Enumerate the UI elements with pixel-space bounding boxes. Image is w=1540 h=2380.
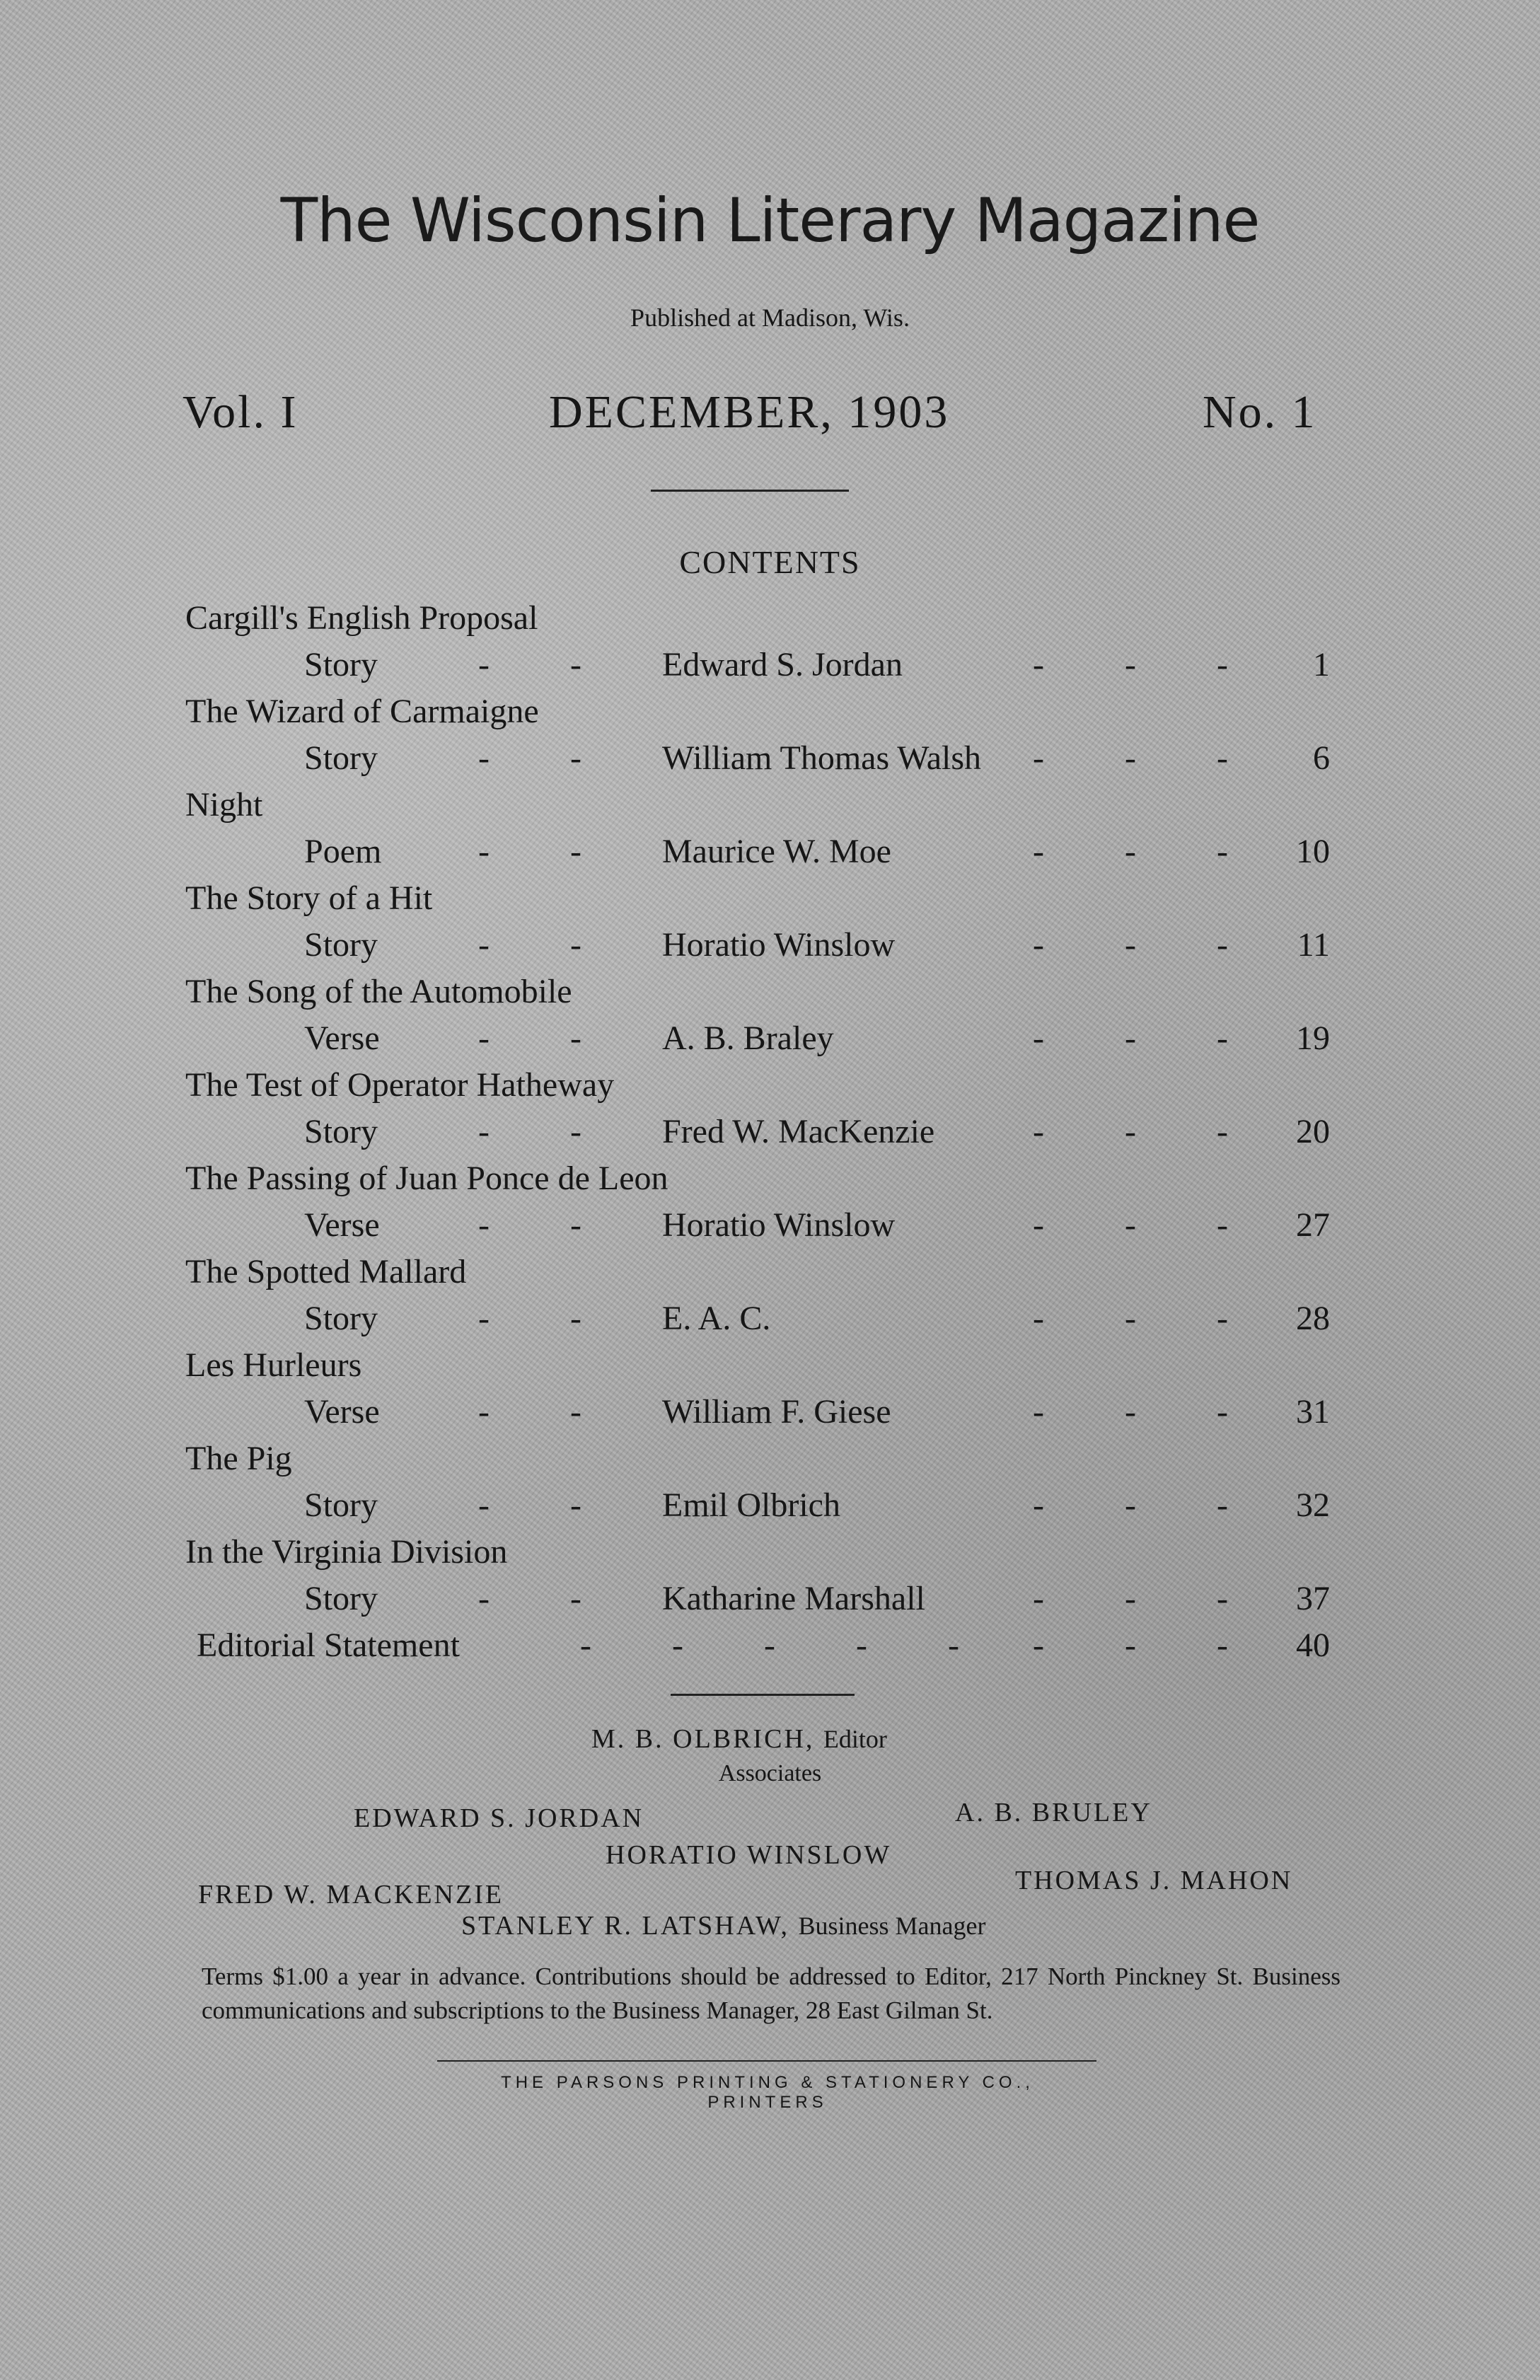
leader-dash: - xyxy=(570,1206,581,1244)
leader-dash: - xyxy=(1125,1580,1136,1617)
business-manager: STANLEY R. LATSHAW, Business Manager xyxy=(461,1911,986,1941)
toc-entry-title: Les Hurleurs xyxy=(185,1346,362,1384)
toc-entry-title: Editorial Statement xyxy=(197,1627,460,1664)
leader-dash: - xyxy=(570,926,581,964)
toc-entry-title: The Song of the Automobile xyxy=(185,973,572,1010)
toc-entry-page: 27 xyxy=(1296,1206,1330,1244)
toc-entry-page: 40 xyxy=(1296,1627,1330,1664)
published-line: Published at Madison, Wis. xyxy=(630,304,910,332)
leader-dash: - xyxy=(1033,1206,1044,1244)
leader-dash: - xyxy=(478,926,490,964)
leader-dash: - xyxy=(1125,1393,1136,1431)
leader-dash: - xyxy=(478,833,490,870)
issue-date: DECEMBER, 1903 xyxy=(549,386,950,438)
leader-dash: - xyxy=(1217,1486,1228,1524)
leader-dash: - xyxy=(478,1019,490,1057)
toc-entry-author: Fred W. MacKenzie xyxy=(662,1113,935,1150)
leader-dash: - xyxy=(1033,833,1044,870)
toc-entry-genre: Story xyxy=(304,926,378,964)
toc-entry-page: 11 xyxy=(1297,926,1330,964)
leader-dash: - xyxy=(856,1627,867,1664)
leader-dash: - xyxy=(1217,926,1228,964)
leader-dash: - xyxy=(1033,926,1044,964)
toc-entry-author: E. A. C. xyxy=(662,1300,771,1337)
toc-entry-title: Cargill's English Proposal xyxy=(185,599,538,637)
toc-entry-genre: Story xyxy=(304,646,378,683)
toc-entry-title: The Spotted Mallard xyxy=(185,1253,467,1290)
toc-entry-page: 1 xyxy=(1313,646,1330,683)
toc-entry-author: Emil Olbrich xyxy=(662,1486,840,1524)
leader-dash: - xyxy=(1217,1113,1228,1150)
leader-dash: - xyxy=(1125,1627,1136,1664)
toc-entry-title: The Wizard of Carmaigne xyxy=(185,693,539,730)
toc-entry-genre: Story xyxy=(304,1113,378,1150)
leader-dash: - xyxy=(1217,646,1228,683)
leader-dash: - xyxy=(1125,1206,1136,1244)
issue-number: No. 1 xyxy=(1203,386,1317,438)
leader-dash: - xyxy=(570,1486,581,1524)
leader-dash: - xyxy=(478,646,490,683)
divider-middle xyxy=(671,1694,855,1696)
leader-dash: - xyxy=(1125,1486,1136,1524)
toc-entry-title: The Test of Operator Hatheway xyxy=(185,1066,615,1104)
leader-dash: - xyxy=(1125,646,1136,683)
leader-dash: - xyxy=(570,1580,581,1617)
toc-entry-page: 20 xyxy=(1296,1113,1330,1150)
leader-dash: - xyxy=(1033,1486,1044,1524)
leader-dash: - xyxy=(1033,1019,1044,1057)
leader-dash: - xyxy=(570,646,581,683)
leader-dash: - xyxy=(1217,1393,1228,1431)
toc-entry-genre: Story xyxy=(304,1486,378,1524)
toc-entry-genre: Story xyxy=(304,739,378,777)
toc-entry-author: Edward S. Jordan xyxy=(662,646,903,683)
leader-dash: - xyxy=(570,739,581,777)
leader-dash: - xyxy=(1033,1627,1044,1664)
leader-dash: - xyxy=(478,1580,490,1617)
toc-entry-author: William F. Giese xyxy=(662,1393,891,1431)
leader-dash: - xyxy=(1033,1113,1044,1150)
toc-entry-author: Maurice W. Moe xyxy=(662,833,891,870)
toc-entry-genre: Poem xyxy=(304,833,382,870)
subscription-terms: Terms $1.00 a year in advance. Contributions should be addressed to Editor, 217 North Pinckney St. Business communications and subscriptions to the Business Manager, 28 East Gilman St. xyxy=(202,1963,1341,2024)
leader-dash: - xyxy=(1125,833,1136,870)
editor-name: M. B. OLBRICH, Editor xyxy=(591,1724,887,1754)
leader-dash: - xyxy=(478,1300,490,1337)
associate-name: HORATIO WINSLOW xyxy=(606,1840,892,1870)
toc-entry-title: Night xyxy=(185,786,263,824)
magazine-title: The Wisconsin Literary Magazine xyxy=(280,185,1260,256)
leader-dash: - xyxy=(1125,926,1136,964)
leader-dash: - xyxy=(1033,739,1044,777)
leader-dash: - xyxy=(478,1113,490,1150)
leader-dash: - xyxy=(1217,1019,1228,1057)
toc-entry-title: The Passing of Juan Ponce de Leon xyxy=(185,1160,668,1197)
volume-label: Vol. I xyxy=(183,386,299,438)
leader-dash: - xyxy=(478,739,490,777)
leader-dash: - xyxy=(1033,1580,1044,1617)
leader-dash: - xyxy=(580,1627,591,1664)
associate-name: EDWARD S. JORDAN xyxy=(354,1803,644,1833)
toc-entry-title: In the Virginia Division xyxy=(185,1533,508,1571)
toc-entry-page: 6 xyxy=(1313,739,1330,777)
leader-dash: - xyxy=(1217,1206,1228,1244)
leader-dash: - xyxy=(1033,646,1044,683)
leader-dash: - xyxy=(1033,1393,1044,1431)
leader-dash: - xyxy=(1125,739,1136,777)
leader-dash: - xyxy=(1217,1300,1228,1337)
leader-dash: - xyxy=(478,1393,490,1431)
toc-entry-genre: Verse xyxy=(304,1206,380,1244)
associates-label: Associates xyxy=(718,1760,822,1786)
leader-dash: - xyxy=(1217,1627,1228,1664)
leader-dash: - xyxy=(478,1486,490,1524)
leader-dash: - xyxy=(672,1627,683,1664)
printer-credit: THE PARSONS PRINTING & STATIONERY CO., PRINTERS xyxy=(501,2073,1034,2112)
leader-dash: - xyxy=(570,1113,581,1150)
leader-dash: - xyxy=(1125,1300,1136,1337)
toc-entry-genre: Verse xyxy=(304,1393,380,1431)
toc-entry-page: 32 xyxy=(1296,1486,1330,1524)
leader-dash: - xyxy=(1125,1113,1136,1150)
leader-dash: - xyxy=(948,1627,959,1664)
contents-heading: CONTENTS xyxy=(679,544,861,580)
leader-dash: - xyxy=(1125,1019,1136,1057)
toc-entry-author: William Thomas Walsh xyxy=(662,739,982,777)
toc-entry-page: 19 xyxy=(1296,1019,1330,1057)
toc-entry-page: 31 xyxy=(1296,1393,1330,1431)
toc-entry-page: 10 xyxy=(1296,833,1330,870)
toc-entry-author: A. B. Braley xyxy=(662,1019,834,1057)
divider-bottom xyxy=(437,2060,1096,2062)
leader-dash: - xyxy=(570,1393,581,1431)
associate-name: FRED W. MACKENZIE xyxy=(198,1880,504,1910)
toc-entry-author: Horatio Winslow xyxy=(662,926,896,964)
toc-entry-genre: Story xyxy=(304,1300,378,1337)
toc-entry-page: 37 xyxy=(1296,1580,1330,1617)
leader-dash: - xyxy=(1033,1300,1044,1337)
leader-dash: - xyxy=(570,1019,581,1057)
leader-dash: - xyxy=(1217,739,1228,777)
toc-entry-genre: Story xyxy=(304,1580,378,1617)
associate-name: THOMAS J. MAHON xyxy=(1015,1866,1293,1895)
leader-dash: - xyxy=(1217,1580,1228,1617)
leader-dash: - xyxy=(570,833,581,870)
leader-dash: - xyxy=(1217,833,1228,870)
toc-entry-genre: Verse xyxy=(304,1019,380,1057)
leader-dash: - xyxy=(764,1627,775,1664)
toc-entry-page: 28 xyxy=(1296,1300,1330,1337)
toc-entry-author: Horatio Winslow xyxy=(662,1206,896,1244)
associate-name: A. B. BRULEY xyxy=(955,1798,1152,1827)
toc-entry-title: The Pig xyxy=(185,1440,292,1477)
toc-entry-author: Katharine Marshall xyxy=(662,1580,925,1617)
toc-entry-title: The Story of a Hit xyxy=(185,879,433,917)
leader-dash: - xyxy=(478,1206,490,1244)
leader-dash: - xyxy=(570,1300,581,1337)
